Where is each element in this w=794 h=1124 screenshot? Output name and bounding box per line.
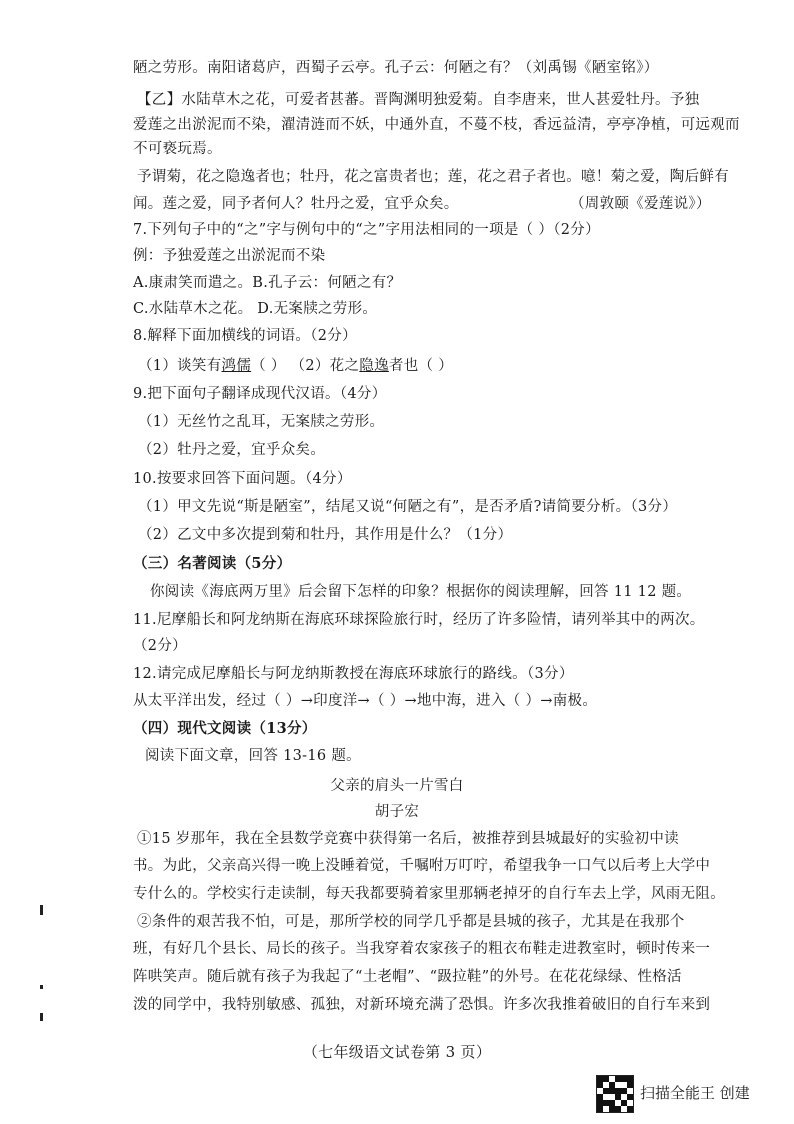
option-cd: C.水陆草木之花。 D.无案牍之劳形。 [133, 301, 378, 317]
text-line: 予谓菊，花之隐逸者也；牡丹，花之富贵者也；莲，花之君子者也。噫！菊之爱，陶后鲜有 [137, 169, 729, 185]
option-ab: A.康肃笑而遣之。B.孔子云：何陋之有？ [133, 275, 402, 291]
q10-item-2: （2）乙文中多次提到菊和牡丹，其作用是什么？（1分） [138, 527, 513, 543]
paragraph-line: 班，有好几个县长、局长的孩子。当我穿着农家孩子的粗衣布鞋走进教室时，顿时传来一 [133, 941, 711, 957]
question-9: 9.把下面句子翻译成现代汉语。（4分） [133, 386, 387, 402]
text-line: 陋之劳形。南阳诸葛庐，西蜀子云亭。孔子云：何陋之有？（刘禹锡《陋室铭》） [133, 60, 659, 76]
q9-item-1: （1）无丝竹之乱耳，无案牍之劳形。 [138, 414, 385, 430]
paragraph-line: 阵哄笑声。随后就有孩子为我起了“土老帽”、“趿拉鞋”的外号。在花花绿绿、性格活 [133, 969, 682, 985]
reading-instruction: 阅读下面文章，回答 13-16 题。 [145, 748, 361, 764]
question-11: 11.尼摩船长和阿龙纳斯在海底环球探险旅行时，经历了许多险情，请列举其中的两次。 [133, 612, 705, 628]
question-12: 12.请完成尼摩船长与阿龙纳斯教授在海底环球旅行的路线。（3分） [133, 666, 574, 682]
source-citation: （周敦颐《爱莲说》） [570, 196, 711, 212]
paragraph-line: 泼的同学中，我特别敏感、孤独，对新环境充满了恐惧。许多次我推着破旧的自行车来到 [133, 997, 711, 1013]
q10-item-1: （1）甲文先说“斯是陋室”，结尾又说“何陋之有”，是否矛盾?请简要分析。（3分） [138, 499, 678, 515]
text-line: 不可亵玩焉。 [133, 141, 222, 157]
margin-mark [40, 985, 43, 989]
text-line: 【乙】水陆草木之花，可爱者甚蕃。晋陶渊明独爱菊。自李唐来，世人甚爱牡丹。予独 [137, 92, 700, 108]
paragraph-line: 专什么的。学校实行走读制，每天我都要骑着家里那辆老掉牙的自行车去上学，风雨无阻。 [133, 886, 725, 902]
qr-code-icon [596, 1075, 634, 1113]
route-fill-in: 从太平洋出发，经过（ ）→印度洋→（ ）→地中海，进入（ ）→南极。 [133, 693, 598, 709]
paragraph-line: ①15 岁那年，我在全县数学竞赛中获得第一名后，被推荐到县城最好的实验初中读 [137, 831, 679, 847]
section-heading: （四）现代文阅读（13分） [133, 720, 317, 737]
question-8: 8.解释下面加横线的词语。（2分） [133, 328, 357, 344]
section-heading: （三）名著阅读（5分） [133, 555, 292, 572]
margin-mark [40, 905, 43, 915]
underlined-word: 鸿儒 [221, 358, 252, 374]
question-8-items [138, 356, 453, 376]
question-10: 10.按要求回答下面问题。（4分） [133, 471, 352, 487]
paragraph-line: 书。为此，父亲高兴得一晚上没睡着觉，千嘱咐万叮咛，希望我争一口气以后考上大学中 [133, 858, 711, 874]
scanner-brand-label: 扫描全能王 创建 [640, 1084, 750, 1102]
page-footer: （七年级语文试卷第 3 页） [302, 1043, 492, 1061]
text-line: 爱莲之出淤泥而不染，濯清涟而不妖，中通外直，不蔓不枝，香远益清，亭亭净植，可远观而 [133, 117, 740, 133]
q9-item-2: （2）牡丹之爱，宜乎众矣。 [138, 442, 326, 458]
underlined-word: 隐逸 [359, 358, 389, 374]
text-line: 闻。莲之爱，同予者何人？牡丹之爱，宜乎众矣。 [133, 196, 459, 212]
q8-part1-prefix: （1）谈笑有 [138, 358, 222, 374]
article-title: 父亲的肩头一片雪白 [330, 778, 464, 794]
example-sentence: 例：予独爱莲之出淤泥而不染 [133, 248, 326, 264]
paragraph-line: ②条件的艰苦我不怕，可是，那所学校的同学几乎都是县城的孩子，尤其是在我那个 [137, 914, 685, 930]
margin-mark [40, 1013, 43, 1021]
question-11-score: （2分） [133, 638, 187, 654]
q8-part2-suffix: 者也（ ） [388, 358, 454, 374]
reading-prompt: 你阅读《海底两万里》后会留下怎样的印象？根据你的阅读理解，回答 11 12 题。 [150, 584, 692, 600]
q8-part2-prefix: （ ） （2）花之 [251, 358, 360, 374]
article-author: 胡子宏 [374, 804, 420, 820]
question-7: 7.下列句子中的“之”字与例句中的“之”字用法相同的一项是（ ）（2分） [133, 222, 600, 238]
